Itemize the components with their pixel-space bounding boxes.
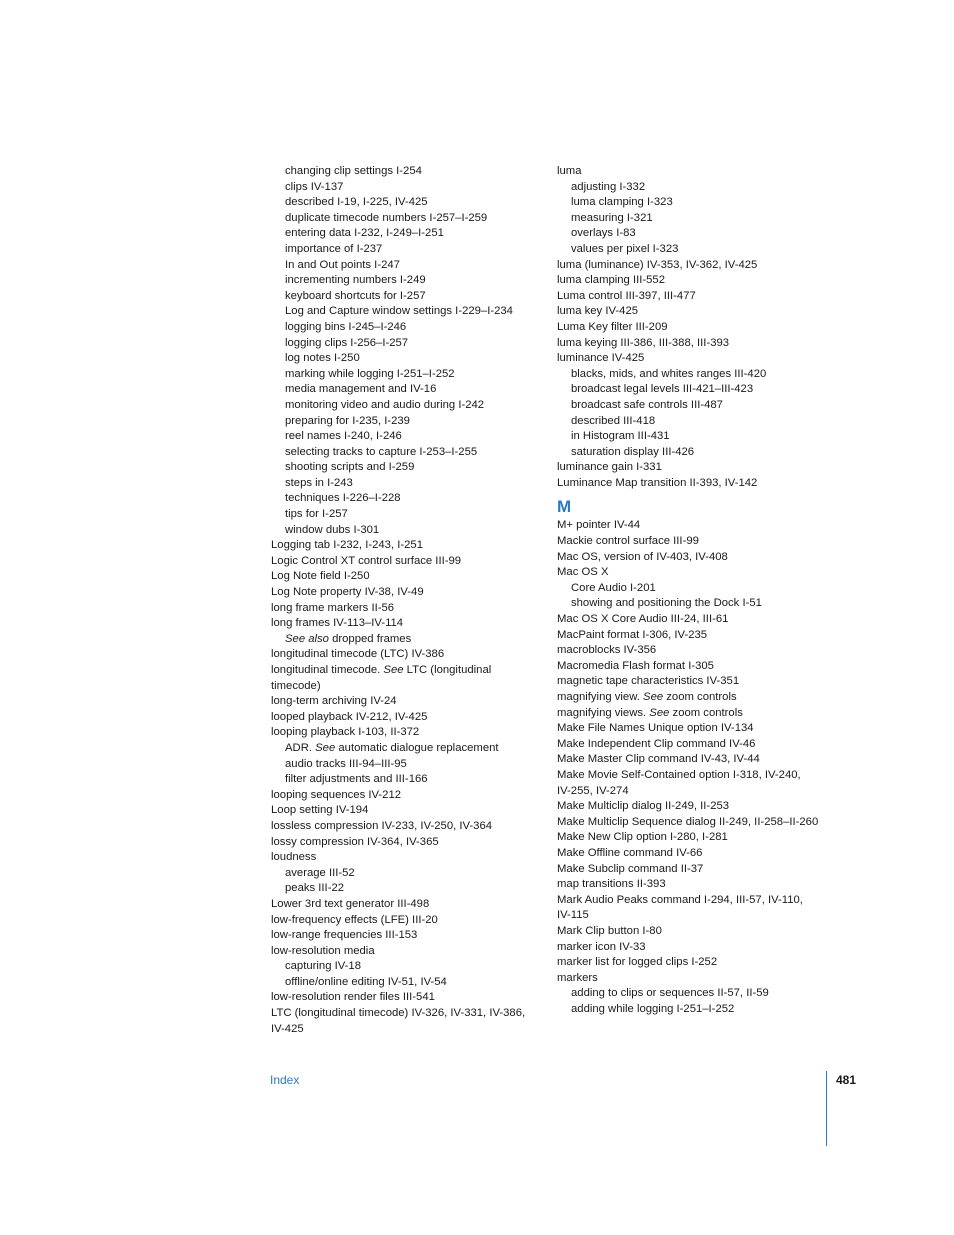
index-entry	[271, 663, 546, 679]
entry-text: zoom controls	[663, 691, 737, 703]
entry-text: markers	[557, 971, 598, 984]
entry-text: preparing for I-235, I-239	[285, 414, 410, 427]
index-entry	[271, 990, 546, 1006]
index-letter-heading	[557, 497, 832, 516]
entry-text: longitudinal timecode.	[271, 664, 384, 676]
entry-text: Make Multiclip dialog II-249, II-253	[557, 800, 730, 813]
entry-text: described III-418	[571, 414, 656, 427]
entry-text: M	[557, 497, 572, 517]
entry-text: entering data I-232, I-249–I-251	[285, 227, 444, 240]
index-subentry	[557, 986, 832, 1002]
entry-text: adding to clips or sequences II-57, II-59	[571, 987, 769, 1000]
entry-text: long-term archiving IV-24	[271, 695, 397, 708]
index-subentry	[271, 258, 546, 274]
index-entry	[557, 846, 832, 862]
entry-text: Make Subclip command II-37	[557, 862, 704, 875]
index-subentry	[271, 460, 546, 476]
index-entry	[271, 725, 546, 741]
entry-text: logging bins I-245–I-246	[285, 320, 407, 333]
entry-text: Mac OS, version of IV-403, IV-408	[557, 550, 728, 563]
index-entry	[557, 351, 832, 367]
entry-text: shooting scripts and I-259	[285, 461, 415, 474]
entry-text: steps in I-243	[285, 476, 353, 489]
entry-text: macroblocks IV-356	[557, 644, 657, 657]
index-entry	[557, 565, 832, 581]
entry-text: adding while logging I-251–I-252	[571, 1002, 735, 1015]
index-subentry	[557, 1002, 832, 1018]
index-entry	[271, 538, 546, 554]
entry-text: IV-115	[557, 909, 589, 922]
index-entry	[271, 788, 546, 804]
index-subentry	[271, 523, 546, 539]
entry-text: Mac OS X	[557, 566, 609, 579]
index-entry	[557, 304, 832, 320]
index-entry	[271, 679, 546, 695]
index-subentry	[271, 211, 546, 227]
entry-text: Mark Audio Peaks command I-294, III-57, IV-110,	[557, 893, 803, 906]
index-entry	[557, 830, 832, 846]
index-entry	[557, 628, 832, 644]
entry-text: luma	[557, 165, 582, 177]
index-subentry	[271, 195, 546, 211]
entry-text: Logic Control XT control surface III-99	[271, 554, 462, 567]
entry-text: magnifying view.	[557, 691, 644, 703]
entry-text: Luminance Map transition II-393, IV-142	[557, 476, 758, 489]
entry-text: reel names I-240, I-246	[285, 430, 402, 443]
index-entry	[557, 336, 832, 352]
index-entry	[271, 694, 546, 710]
index-entry	[557, 924, 832, 940]
index-subentry	[271, 289, 546, 305]
entry-text: Log Note field I-250	[271, 570, 370, 583]
entry-text: timecode)	[271, 679, 321, 692]
entry-text: duplicate timecode numbers I-257–I-259	[285, 211, 488, 224]
index-entry	[271, 928, 546, 944]
entry-text: long frame markers II-56	[271, 601, 395, 614]
entry-text: audio tracks III-94–III-95	[285, 757, 407, 770]
index-entry	[271, 913, 546, 929]
entry-text: low-frequency effects (LFE) III-20	[271, 913, 438, 926]
index-subentry	[271, 491, 546, 507]
index-entry	[557, 784, 832, 800]
index-entry	[271, 601, 546, 617]
index-entry	[557, 273, 832, 289]
entry-text: Log Note property IV-38, IV-49	[271, 586, 424, 599]
index-entry	[557, 164, 832, 180]
entry-text: described I-19, I-225, IV-425	[285, 196, 428, 209]
index-entry	[557, 971, 832, 987]
index-subentry	[557, 581, 832, 597]
entry-text: Luma Key filter III-209	[557, 320, 668, 333]
index-subentry	[271, 226, 546, 242]
entry-text: Macromedia Flash format I-305	[557, 659, 714, 672]
index-subentry	[271, 757, 546, 773]
index-subentry	[557, 211, 832, 227]
entry-text: clips IV-137	[285, 180, 344, 193]
index-subentry	[557, 398, 832, 414]
footer-divider	[826, 1071, 827, 1146]
index-entry	[271, 616, 546, 632]
index-entry	[557, 815, 832, 831]
entry-text: adjusting I-332	[571, 180, 646, 193]
entry-text: filter adjustments and III-166	[285, 773, 428, 786]
index-entry	[557, 289, 832, 305]
index-entry	[557, 550, 832, 566]
index-subentry	[271, 476, 546, 492]
entry-text: low-resolution media	[271, 944, 375, 957]
index-subentry	[271, 881, 546, 897]
index-entry	[557, 940, 832, 956]
index-subentry	[271, 320, 546, 336]
cross-reference-term: See	[383, 664, 404, 676]
entry-text: selecting tracks to capture I-253–I-255	[285, 445, 478, 458]
entry-text: offline/online editing IV-51, IV-54	[285, 975, 447, 988]
entry-text: Logging tab I-232, I-243, I-251	[271, 539, 423, 552]
index-subentry	[271, 959, 546, 975]
page-number: 481	[836, 1073, 857, 1087]
cross-reference-term: See	[649, 706, 670, 719]
entry-text: lossless compression IV-233, IV-250, IV-364	[271, 819, 493, 832]
entry-text: In and Out points I-247	[285, 258, 400, 271]
entry-text: low-resolution render files III-541	[271, 991, 435, 1004]
index-entry	[271, 647, 546, 663]
entry-text: Mackie control surface III-99	[557, 535, 699, 548]
index-subentry	[557, 429, 832, 445]
entry-text: Loop setting IV-194	[271, 804, 369, 817]
index-entry	[557, 706, 832, 722]
index-entry	[557, 737, 832, 753]
index-entry	[557, 534, 832, 550]
index-entry	[557, 258, 832, 274]
entry-text: Make File Names Unique option IV-134	[557, 722, 754, 735]
index-subentry	[557, 445, 832, 461]
index-entry	[271, 554, 546, 570]
index-subentry	[271, 336, 546, 352]
entry-text: peaks III-22	[285, 882, 345, 895]
entry-text: longitudinal timecode (LTC) IV-386	[271, 648, 445, 661]
entry-text: luma keying III-386, III-388, III-393	[557, 336, 730, 349]
index-entry	[557, 612, 832, 628]
index-column-left	[271, 164, 546, 1037]
entry-text: keyboard shortcuts for I-257	[285, 289, 426, 302]
entry-text: logging clips I-256–I-257	[285, 336, 409, 349]
entry-text: LTC (longitudinal timecode) IV-326, IV-331, IV-386,	[271, 1007, 526, 1020]
entry-text: M+ pointer IV-44	[557, 519, 641, 532]
index-subentry	[271, 164, 546, 180]
index-subentry	[271, 414, 546, 430]
entry-text: incrementing numbers I-249	[285, 274, 426, 287]
entry-text: LTC (longitudinal	[403, 664, 492, 676]
entry-text: techniques I-226–I-228	[285, 492, 401, 505]
entry-text: log notes I-250	[285, 352, 360, 365]
index-entry	[271, 944, 546, 960]
index-subentry	[557, 180, 832, 196]
index-entry	[557, 877, 832, 893]
entry-text: MacPaint format I-306, IV-235	[557, 628, 708, 641]
index-subentry	[271, 772, 546, 788]
entry-text: Make Offline command IV-66	[557, 846, 703, 859]
entry-text: automatic dialogue replacement	[335, 741, 499, 754]
index-subentry	[271, 507, 546, 523]
entry-text: window dubs I-301	[285, 523, 380, 536]
index-subentry	[271, 180, 546, 196]
entry-text: zoom controls	[669, 706, 743, 719]
index-entry	[557, 643, 832, 659]
index-entry	[271, 1006, 546, 1022]
index-entry	[557, 768, 832, 784]
entry-text: long frames IV-113–IV-114	[271, 617, 404, 630]
index-entry	[271, 850, 546, 866]
entry-text: values per pixel I-323	[571, 242, 679, 255]
index-subentry	[271, 367, 546, 383]
index-entry	[271, 585, 546, 601]
entry-text: Make Multiclip Sequence dialog II-249, II-258–II-260	[557, 815, 819, 828]
index-subentry	[271, 273, 546, 289]
index-subentry	[557, 195, 832, 211]
entry-text: looped playback IV-212, IV-425	[271, 710, 428, 723]
index-subentry	[557, 226, 832, 242]
cross-reference-term: See also	[285, 632, 329, 645]
entry-text: low-range frequencies III-153	[271, 929, 418, 942]
entry-text: luminance gain I-331	[557, 461, 662, 474]
index-subentry	[271, 445, 546, 461]
entry-text: capturing IV-18	[285, 960, 361, 973]
index-subentry	[271, 351, 546, 367]
entry-text: blacks, mids, and whites ranges III-420	[571, 367, 767, 380]
index-subentry	[271, 866, 546, 882]
index-entry	[557, 862, 832, 878]
index-entry	[271, 710, 546, 726]
cross-reference-term: See	[643, 691, 664, 703]
index-subentry	[271, 632, 546, 648]
entry-text: Lower 3rd text generator III-498	[271, 897, 430, 910]
entry-text: IV-255, IV-274	[557, 784, 629, 797]
entry-text: luma clamping I-323	[571, 196, 673, 209]
entry-text: Luma control III-397, III-477	[557, 289, 696, 302]
entry-text: saturation display III-426	[571, 445, 695, 458]
entry-text: luma (luminance) IV-353, IV-362, IV-425	[557, 258, 758, 271]
index-subentry	[271, 741, 546, 757]
entry-text: in Histogram III-431	[571, 430, 670, 443]
entry-text: magnetic tape characteristics IV-351	[557, 675, 740, 688]
entry-text: Make Independent Clip command IV-46	[557, 737, 756, 750]
index-entry	[271, 835, 546, 851]
index-entry	[557, 674, 832, 690]
entry-text: Core Audio I-201	[571, 581, 656, 594]
index-entry	[557, 460, 832, 476]
entry-text: Make Movie Self-Contained option I-318, IV-240,	[557, 768, 801, 781]
entry-text: dropped frames	[328, 632, 412, 645]
index-subentry	[271, 242, 546, 258]
index-subentry	[271, 382, 546, 398]
entry-text: luma clamping III-552	[557, 274, 665, 287]
index-entry	[557, 476, 832, 492]
index-entry	[271, 819, 546, 835]
entry-text: lossy compression IV-364, IV-365	[271, 835, 439, 848]
index-entry	[557, 721, 832, 737]
entry-text: magnifying views.	[557, 706, 650, 719]
index-entry	[557, 752, 832, 768]
entry-text: marker list for logged clips I-252	[557, 956, 718, 969]
entry-text: marker icon IV-33	[557, 940, 646, 953]
index-subentry	[557, 367, 832, 383]
index-subentry	[271, 398, 546, 414]
entry-text: luminance IV-425	[557, 352, 645, 365]
entry-text: Make Master Clip command IV-43, IV-44	[557, 753, 760, 766]
cross-reference-term: See	[315, 741, 336, 754]
entry-text: marking while logging I-251–I-252	[285, 367, 455, 380]
index-subentry	[557, 242, 832, 258]
entry-text: ADR.	[285, 741, 316, 754]
entry-text: broadcast safe controls III-487	[571, 398, 723, 411]
entry-text: tips for I-257	[285, 508, 348, 521]
index-subentry	[271, 304, 546, 320]
index-entry	[271, 897, 546, 913]
entry-text: IV-425	[271, 1022, 304, 1035]
index-entry	[557, 518, 832, 534]
index-entry	[557, 659, 832, 675]
entry-text: showing and positioning the Dock I-51	[571, 597, 762, 610]
index-subentry	[557, 382, 832, 398]
index-column-right	[557, 164, 832, 1017]
entry-text: looping playback I-103, II-372	[271, 726, 420, 739]
index-subentry	[557, 414, 832, 430]
entry-text: luma key IV-425	[557, 305, 639, 318]
index-entry	[557, 320, 832, 336]
index-entry	[271, 569, 546, 585]
index-subentry	[557, 596, 832, 612]
entry-text: importance of I-237	[285, 242, 383, 255]
entry-text: broadcast legal levels III-421–III-423	[571, 383, 754, 396]
entry-text: average III-52	[285, 866, 355, 879]
index-entry	[557, 690, 832, 706]
entry-text: monitoring video and audio during I-242	[285, 398, 485, 411]
entry-text: looping sequences IV-212	[271, 788, 402, 801]
entry-text: Make New Clip option I-280, I-281	[557, 831, 728, 844]
index-subentry	[271, 429, 546, 445]
index-entry	[271, 1022, 546, 1038]
index-subentry	[271, 975, 546, 991]
entry-text: Log and Capture window settings I-229–I-234	[285, 305, 513, 318]
entry-text: measuring I-321	[571, 211, 653, 224]
entry-text: map transitions II-393	[557, 878, 666, 891]
entry-text: Mac OS X Core Audio III-24, III-61	[557, 613, 729, 626]
index-entry	[557, 908, 832, 924]
entry-text: Mark Clip button I-80	[557, 924, 662, 937]
entry-text: loudness	[271, 851, 317, 864]
entry-text: media management and IV-16	[285, 383, 437, 396]
index-entry	[557, 893, 832, 909]
index-entry	[557, 955, 832, 971]
entry-text: overlays I-83	[571, 227, 636, 240]
entry-text: changing clip settings I-254	[285, 165, 422, 177]
index-entry	[557, 799, 832, 815]
index-entry	[271, 803, 546, 819]
footer-section-label: Index	[270, 1073, 300, 1087]
